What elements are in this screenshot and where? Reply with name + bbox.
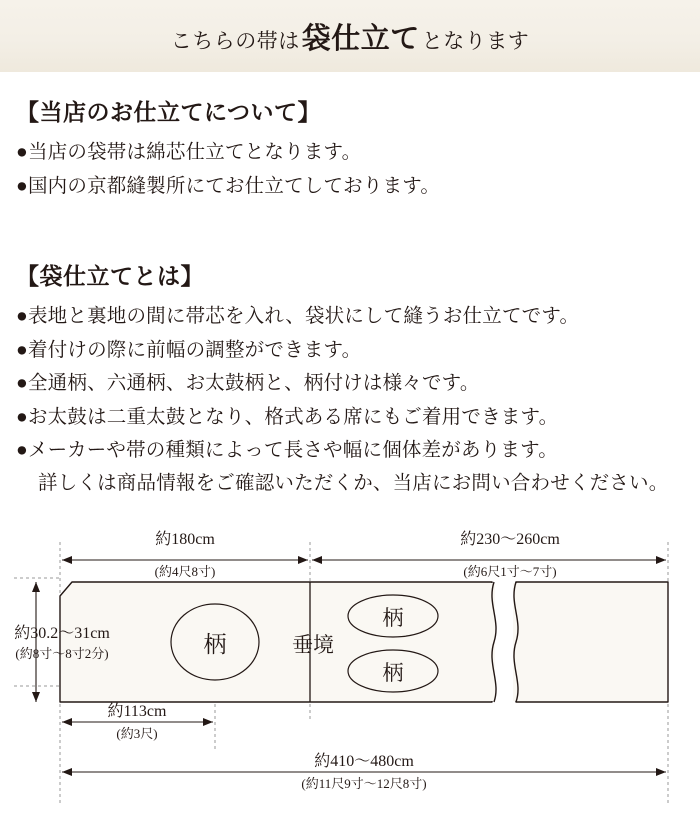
boundary-label: 垂境 xyxy=(292,633,334,658)
left-measure-sub: (約8寸〜8寸2分) xyxy=(15,646,109,662)
bottom-left-measure-sub: (約3尺) xyxy=(116,726,158,742)
content-area xyxy=(0,72,700,498)
section-title-shop-tailoring: 【当店のお仕立てについて】 xyxy=(16,100,322,125)
top-left-dimension xyxy=(62,530,308,579)
pattern-circle-label: 柄 xyxy=(203,632,227,658)
bullet-fukuro-4: ●お太鼓は二重太鼓となり、格式ある席にもご着用できます。 xyxy=(16,406,559,428)
bullet-fukuro-1: ●表地と裏地の間に帯芯を入れ、袋状にして縫うお仕立てです。 xyxy=(16,306,580,328)
pattern-oval-bottom xyxy=(348,650,438,692)
header-band xyxy=(0,0,700,72)
bullet-fukuro-5: ●メーカーや帯の種類によって長さや幅に個体差があります。 xyxy=(16,440,558,462)
bottom-measure-main: 約410〜480cm xyxy=(314,753,414,771)
pattern-oval-top-label: 柄 xyxy=(382,606,404,631)
bottom-measure-sub: (約11尺9寸〜12尺8寸) xyxy=(301,776,427,792)
header-suffix: となります xyxy=(421,28,530,53)
bullet-shop-1: ●当店の袋帯は綿芯仕立てとなります。 xyxy=(16,142,362,163)
top-left-measure-main: 約180cm xyxy=(155,531,215,549)
top-left-measure-sub: (約4尺8寸) xyxy=(154,564,216,580)
obi-dimension-diagram xyxy=(0,522,700,822)
pattern-circle xyxy=(171,604,259,680)
bullet-shop-2: ●国内の京都縫製所にてお仕立てしております。 xyxy=(16,175,441,197)
top-right-measure-sub: (約6尺1寸〜7寸) xyxy=(463,564,557,580)
bottom-left-measure-main: 約113cm xyxy=(107,703,167,721)
top-right-measure-main: 約230〜260cm xyxy=(460,531,560,549)
bottom-left-dimension xyxy=(62,702,213,741)
top-right-dimension xyxy=(312,530,666,579)
bottom-total-dimension xyxy=(62,752,666,791)
pattern-oval-top xyxy=(348,595,438,637)
bullet-fukuro-3: ●全通柄、六通柄、お太鼓柄と、柄付けは様々です。 xyxy=(16,373,480,395)
bullet-fukuro-2: ●着付けの際に前幅の調整ができます。 xyxy=(16,339,362,361)
pattern-oval-bottom-label: 柄 xyxy=(382,661,404,686)
section-title-fukuro: 【袋仕立てとは】 xyxy=(16,264,204,290)
header-title xyxy=(171,16,530,57)
left-measure-main: 約30.2〜31cm xyxy=(14,625,110,643)
note-contact-us: 詳しくは商品情報をご確認いただくか、当店にお問い合わせください。 xyxy=(38,473,669,495)
header-prefix: こちらの帯は xyxy=(170,28,300,53)
header-emphasis: 袋仕立て xyxy=(301,22,420,55)
